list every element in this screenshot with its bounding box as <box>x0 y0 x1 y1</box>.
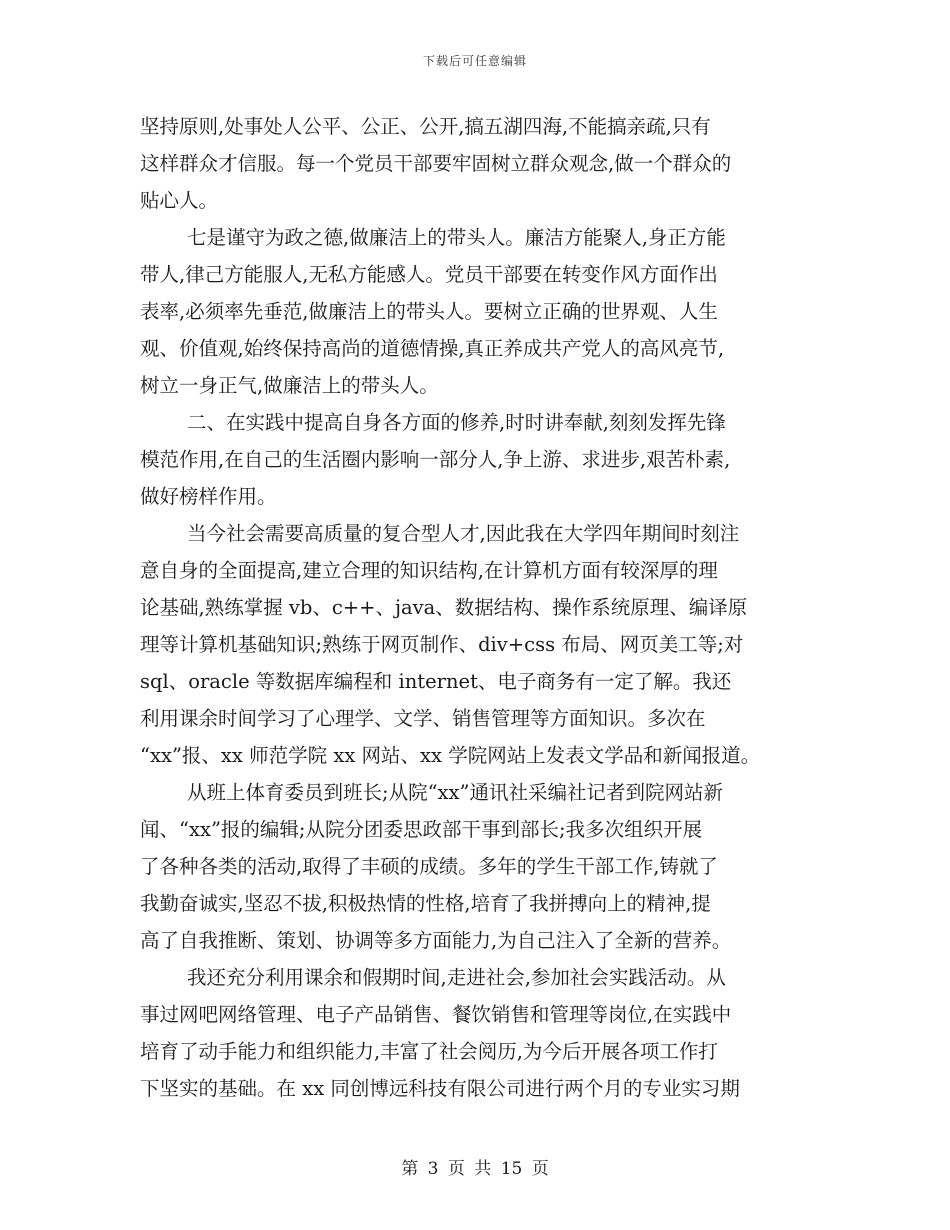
text-line: 我勤奋诚实,坚忍不拔,积极热情的性格,培育了我拼搏向上的精神,提 <box>140 892 711 915</box>
page-footer: 第 3 页 共 15 页 <box>401 1159 549 1179</box>
text-line: 论基础,熟练掌握 vb、c++、java、数据结构、操作系统原理、编译原 <box>140 596 748 619</box>
paragraph-first-line: 当今社会需要高质量的复合型人才,因此我在大学四年期间时刻注 <box>187 522 740 545</box>
paragraph-first-line: 我还充分利用课余和假期时间,走进社会,参加社会实践活动。从 <box>187 966 726 989</box>
paragraph-first-line: 二、在实践中提高自身各方面的修养,时时讲奉献,刻刻发挥先锋 <box>187 411 726 434</box>
text-line: 带人,律己方能服人,无私方能感人。党员干部要在转变作风方面作出 <box>140 263 718 286</box>
text-line: 闻、“xx”报的编辑;从院分团委思政部干事到部长;我多次组织开展 <box>140 818 703 841</box>
text-line: 树立一身正气,做廉洁上的带头人。 <box>140 374 439 397</box>
text-line: 理等计算机基础知识;熟练于网页制作、div+css 布局、网页美工等;对 <box>140 633 744 656</box>
text-line: “xx”报、xx 师范学院 xx 网站、xx 学院网站上发表文学品和新闻报道。 <box>140 744 761 767</box>
text-line: sql、oracle 等数据库编程和 internet、电子商务有一定了解。我还 <box>140 670 732 693</box>
text-line: 意自身的全面提高,建立合理的知识结构,在计算机方面有较深厚的理 <box>140 559 718 582</box>
text-line: 培育了动手能力和组织能力,丰富了社会阅历,为今后开展各项工作打 <box>140 1040 718 1063</box>
page-header: 下载后可任意编辑 <box>422 54 527 68</box>
text-line: 观、价值观,始终保持高尚的道德情操,真正养成共产党人的高风亮节, <box>140 337 725 360</box>
text-line: 事过网吧网络管理、电子产品销售、餐饮销售和管理等岗位,在实践中 <box>140 1003 732 1026</box>
paragraph-first-line: 七是谨守为政之德,做廉洁上的带头人。廉洁方能聚人,身正方能 <box>187 226 726 249</box>
paragraph-first-line: 从班上体育委员到班长;从院“xx”通讯社采编社记者到院网站新 <box>187 781 724 804</box>
text-line: 这样群众才信服。每一个党员干部要牢固树立群众观念,做一个群众的 <box>140 152 732 175</box>
text-line: 了各种各类的活动,取得了丰硕的成绩。多年的学生干部工作,铸就了 <box>140 855 718 878</box>
text-line: 模范作用,在自己的生活圈内影响一部分人,争上游、求进步,艰苦朴素, <box>140 448 731 471</box>
text-line: 做好榜样作用。 <box>140 485 277 508</box>
text-line: 贴心人。 <box>140 189 219 212</box>
text-line: 利用课余时间学习了心理学、文学、销售管理等方面知识。多次在 <box>140 707 706 730</box>
text-line: 下坚实的基础。在 xx 同创博远科技有限公司进行两个月的专业实习期 <box>140 1077 740 1100</box>
text-line: 表率,必须率先垂范,做廉洁上的带头人。要树立正确的世界观、人生 <box>140 300 718 323</box>
document-body <box>140 108 830 1107</box>
text-line: 坚持原则,处事处人公平、公正、公开,搞五湖四海,不能搞亲疏,只有 <box>140 115 711 138</box>
text-line: 高了自我推断、策划、协调等多方面能力,为自己注入了全新的营养。 <box>140 929 732 952</box>
